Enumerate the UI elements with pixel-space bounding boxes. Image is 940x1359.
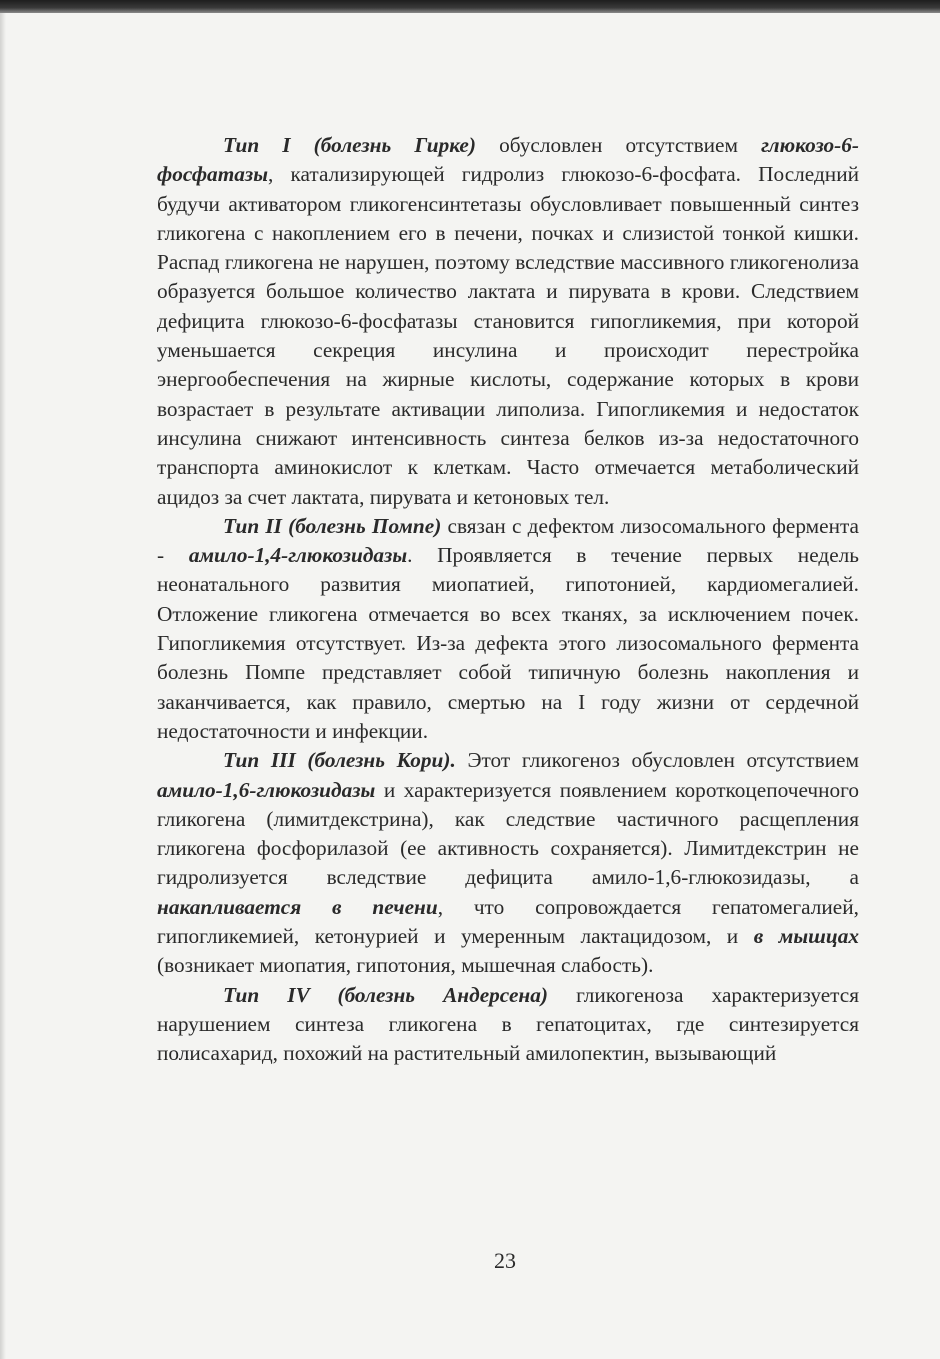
- heading-type-1: Тип I (болезнь Гирке): [223, 133, 476, 157]
- term-muscles: в мышцах: [753, 924, 859, 949]
- term-amylo-16: амило-1,6-глюкозидазы: [157, 777, 376, 802]
- paragraph-type-3: [157, 746, 859, 980]
- paragraph-type-2: [157, 512, 859, 746]
- heading-type-4: Тип IV (болезнь Андерсена): [223, 982, 548, 1007]
- scan-left-shadow: [0, 13, 6, 1359]
- term-amylo-14: амило-1,4-глюкозидазы: [188, 543, 408, 568]
- text-run: связан с дефектом лизосомального фермента -: [157, 513, 859, 568]
- text-run: (возникает миопатия, гипотония, мышечная слабость).: [157, 953, 654, 978]
- text-run: . Проявляется в течение первых недель неонатального развития миопатией, гипотонией, кардиомегалией. Отложение гликогена отмечается во всех тканях, за исключением почек. Гипогликемия отсутствует. Из-за дефекта этого лизосомального фермента болезнь Помпе представляет собой типичную болезнь накопления и заканчивается, как правило, смертью на I году жизни от сердечной недостаточности и инфекции.: [157, 543, 859, 743]
- scan-top-edge: [0, 0, 940, 13]
- text-run: и характеризуется появлением короткоцепочечного гликогена (лимитдекстрина), как следствие частичного расщепления гликогена фосфорилазой (ее активность сохраняется). Лимитдекстрин не гидролизуется вследствие дефицита амило-1,6-глюкозидазы, а: [157, 777, 859, 890]
- text-run: Этот гликогеноз обусловлен отсутствием: [455, 748, 859, 773]
- paragraph-type-1: [157, 131, 859, 512]
- heading-type-3: Тип III (болезнь Кори).: [223, 748, 456, 773]
- text-run: , катализирующей гидролиз глюкозо-6-фосфата. Последний будучи активатором гликогенсинтетазы обусловливает повышенный синтез гликогена с накоплением его в печени, почках и слизистой тонкой кишки. Распад гликогена не нарушен, поэтому вследствие массивного гликогенолиза образуется большое количество лактата и пирувата в крови. Следствием дефицита глюкозо-6-фосфатазы становится гипогликемия, при которой уменьшается секреция инсулина и происходит перестройка энергообеспечения на жирные кислоты, содержание которых в крови возрастает в результате активации липолиза. Гипогликемия и недостаток инсулина снижают интенсивность синтеза белков из-за недостаточного транспорта аминокислот к клеткам. Часто отмечается метаболический ацидоз за счет лактата, пирувата и кетоновых тел.: [157, 162, 859, 509]
- paragraph-type-4: [157, 981, 859, 1069]
- term-liver: накапливается в печени: [157, 894, 438, 919]
- text-run: гликогеноза характеризуется нарушением синтеза гликогена в гепатоцитах, где синтезируется полисахарид, похожий на растительный амилопектин, вызывающий: [157, 982, 859, 1066]
- page-number: 23: [494, 1248, 516, 1273]
- text-run: , что сопровождается гепатомегалией, гипогликемией, кетонурией и умеренным лактацидозом, и: [157, 894, 859, 949]
- body-text: [157, 131, 859, 1069]
- heading-type-2: Тип II (болезнь Помпе): [223, 513, 442, 538]
- term-g6pase: глюкозо-6-фосфатазы: [157, 133, 859, 187]
- text-run: обусловлен отсутствием: [475, 133, 762, 157]
